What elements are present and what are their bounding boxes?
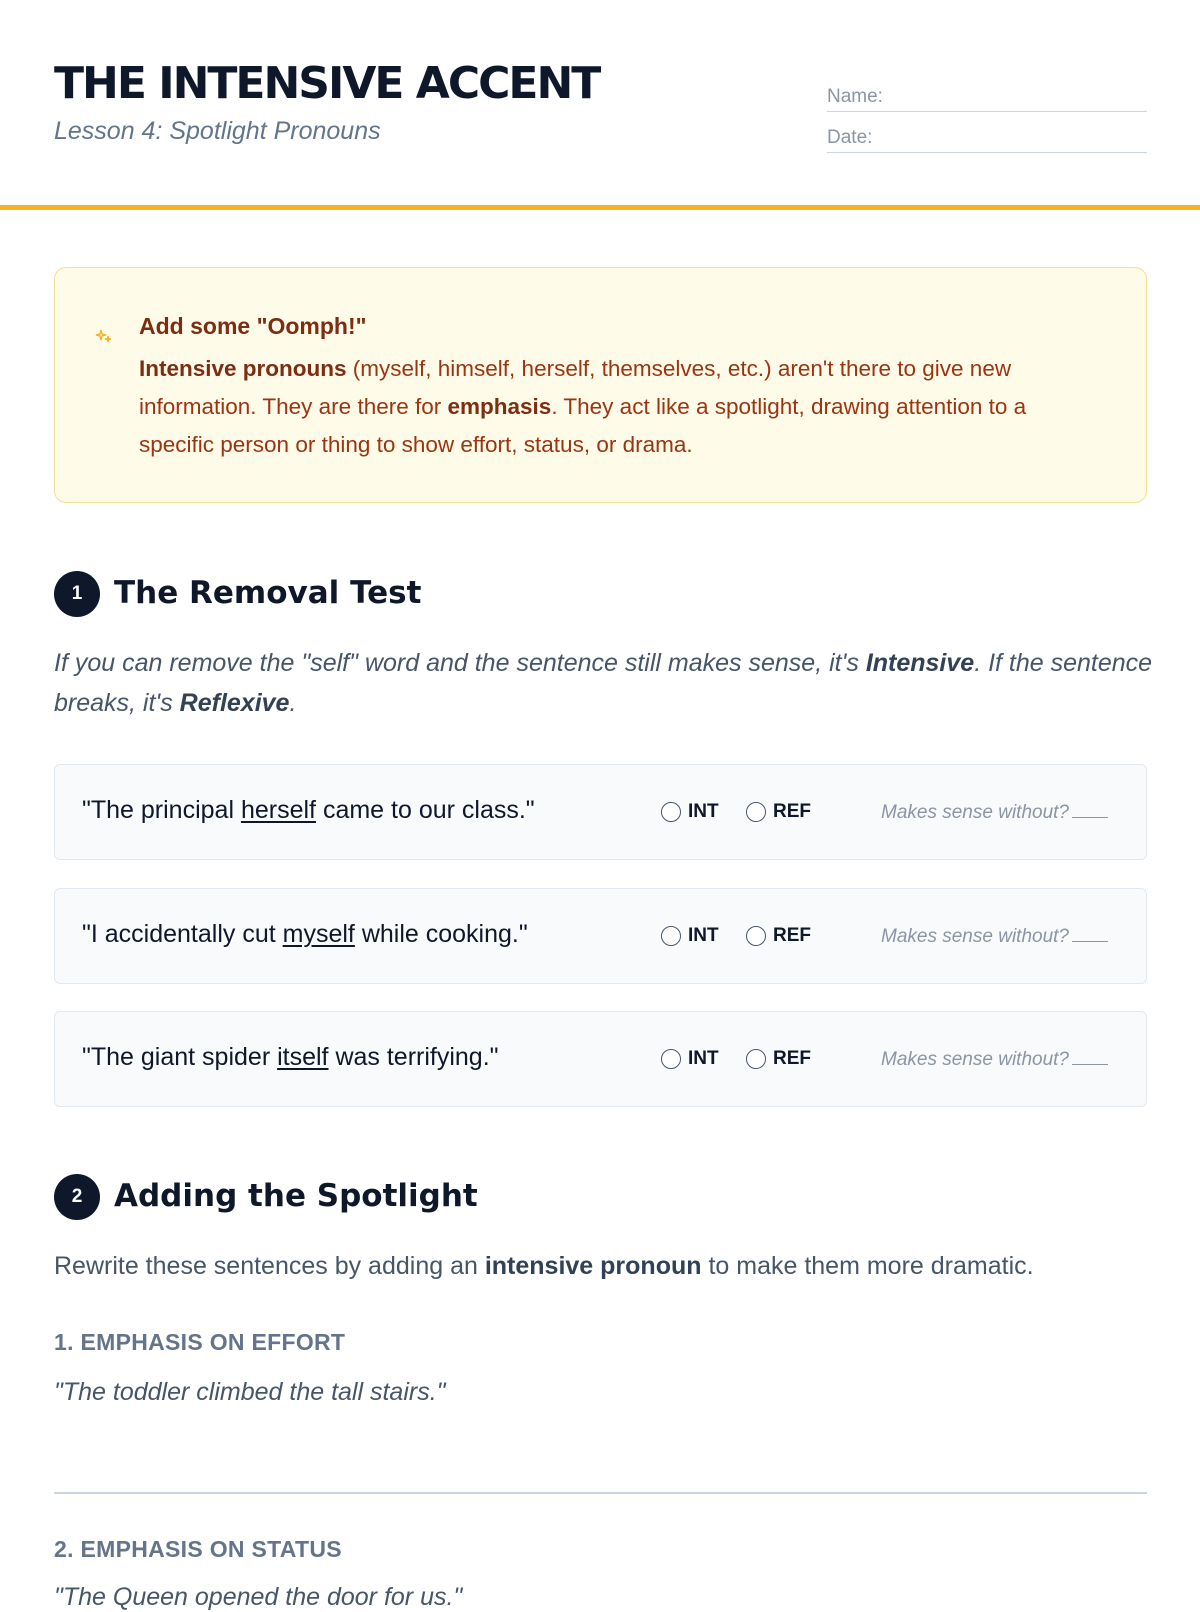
removal-test-instructions xyxy=(54,643,1154,723)
int-radio-option[interactable] xyxy=(661,925,719,947)
instr-text: to make them more dramatic. xyxy=(701,1252,1034,1280)
radio-circle-icon[interactable] xyxy=(661,802,681,822)
callout-emphasis: emphasis xyxy=(447,394,552,419)
sentence-text: "The giant spider xyxy=(82,1043,278,1071)
sentence-text: was terrifying." xyxy=(328,1043,499,1071)
option-label: REF xyxy=(773,801,811,822)
callout-text-2: . They act like a spotlight, drawing attention to a specific person or thing to show effort, status, or drama. xyxy=(139,394,1027,457)
radio-circle-icon[interactable] xyxy=(746,1049,766,1069)
instr-term-reflexive: Reflexive xyxy=(179,689,290,717)
option-label: REF xyxy=(773,1048,811,1069)
makes-sense-prompt xyxy=(881,802,1108,824)
sentence-text: came to our class." xyxy=(316,796,535,824)
instr-text: Rewrite these sentences by adding an xyxy=(54,1252,485,1280)
exercise-label: 1. EMPHASIS ON EFFORT xyxy=(54,1329,346,1355)
ref-radio-option[interactable] xyxy=(746,1048,811,1070)
section-number-badge: 2 xyxy=(54,1174,100,1220)
answer-blank[interactable] xyxy=(1072,941,1108,942)
rewrite-instructions xyxy=(54,1249,1154,1283)
option-label: INT xyxy=(688,801,719,822)
worksheet-title: THE INTENSIVE ACCENT xyxy=(54,58,600,109)
callout-body xyxy=(139,350,1099,464)
hint-text: Makes sense without? xyxy=(881,926,1069,947)
instr-term-intensive: Intensive xyxy=(865,649,975,677)
sparkle-icon xyxy=(95,328,113,346)
instr-text: If you can remove the "self" word and the sentence still makes sense, it's xyxy=(54,649,866,677)
answer-line[interactable] xyxy=(54,1492,1147,1494)
hint-text: Makes sense without? xyxy=(881,1049,1069,1070)
underlined-pronoun: itself xyxy=(277,1043,329,1071)
section-title: The Removal Test xyxy=(114,575,422,611)
ref-radio-option[interactable] xyxy=(746,801,811,823)
option-label: INT xyxy=(688,1048,719,1069)
int-radio-option[interactable] xyxy=(661,1048,719,1070)
section-title: Adding the Spotlight xyxy=(114,1178,478,1214)
radio-circle-icon[interactable] xyxy=(661,926,681,946)
sentence-text: "I accidentally cut xyxy=(82,920,283,948)
underlined-pronoun: herself xyxy=(240,796,316,824)
date-field[interactable] xyxy=(827,125,1147,153)
makes-sense-prompt xyxy=(881,1049,1108,1071)
question-sentence xyxy=(82,796,535,825)
callout-title: Add some "Oomph!" xyxy=(139,313,367,339)
sentence-text: "The principal xyxy=(82,796,241,824)
worksheet-header xyxy=(0,0,1200,210)
date-label: Date: xyxy=(827,127,873,148)
instr-text: . If the sentence breaks, it's xyxy=(54,649,1153,717)
exercise-sentence: "The toddler climbed the tall stairs." xyxy=(54,1378,446,1406)
callout-term: Intensive pronouns xyxy=(139,356,347,381)
question-sentence xyxy=(82,920,528,949)
name-field[interactable] xyxy=(827,84,1147,112)
underlined-pronoun: myself xyxy=(282,920,355,948)
question-card xyxy=(54,1011,1147,1107)
question-card xyxy=(54,888,1147,984)
ref-radio-option[interactable] xyxy=(746,925,811,947)
radio-circle-icon[interactable] xyxy=(661,1049,681,1069)
instr-term: intensive pronoun xyxy=(484,1252,702,1280)
hint-text: Makes sense without? xyxy=(881,802,1069,823)
option-label: REF xyxy=(773,925,811,946)
lesson-subtitle: Lesson 4: Spotlight Pronouns xyxy=(54,117,381,145)
instr-text: . xyxy=(289,689,297,717)
makes-sense-prompt xyxy=(881,926,1108,948)
name-label: Name: xyxy=(827,86,883,107)
question-card xyxy=(54,764,1147,860)
section-number-badge: 1 xyxy=(54,571,100,617)
sentence-text: while cooking." xyxy=(354,920,528,948)
answer-blank[interactable] xyxy=(1072,817,1108,818)
exercise-label: 2. EMPHASIS ON STATUS xyxy=(54,1536,342,1562)
callout-text-1: (myself, himself, herself, themselves, etc.) aren't there to give new information. They are there for xyxy=(139,356,1012,419)
question-sentence xyxy=(82,1043,499,1072)
int-radio-option[interactable] xyxy=(661,801,719,823)
exercise-sentence: "The Queen opened the door for us." xyxy=(54,1583,463,1611)
radio-circle-icon[interactable] xyxy=(746,802,766,822)
tip-callout xyxy=(54,267,1147,503)
option-label: INT xyxy=(688,925,719,946)
radio-circle-icon[interactable] xyxy=(746,926,766,946)
answer-blank[interactable] xyxy=(1072,1064,1108,1065)
